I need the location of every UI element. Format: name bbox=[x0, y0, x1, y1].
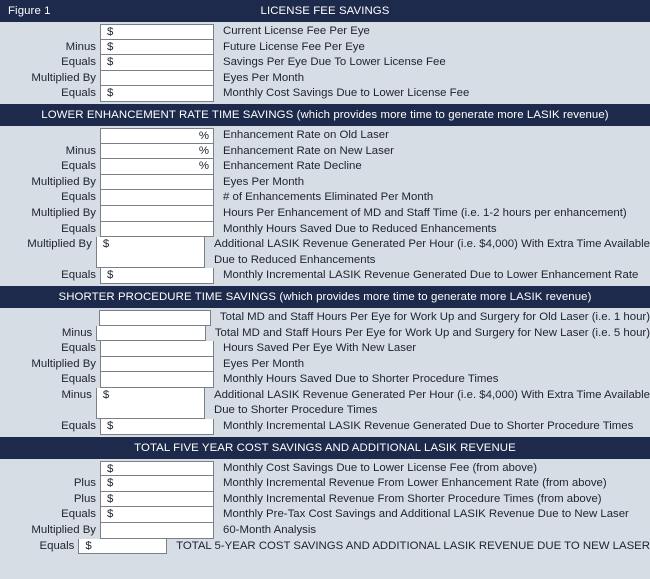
value-input[interactable] bbox=[100, 159, 214, 175]
operator-label: Equals bbox=[61, 420, 96, 433]
value-input[interactable] bbox=[100, 476, 214, 492]
value-input[interactable] bbox=[96, 326, 206, 342]
value-input[interactable] bbox=[78, 539, 167, 555]
row-description: Eyes Per Month bbox=[223, 357, 305, 370]
section-header bbox=[0, 104, 650, 126]
value-input[interactable] bbox=[100, 268, 214, 284]
operator-label: Plus bbox=[73, 477, 96, 490]
value-input[interactable] bbox=[96, 237, 205, 268]
calc-row bbox=[0, 326, 650, 342]
value-input[interactable] bbox=[100, 492, 214, 508]
calc-row bbox=[0, 507, 650, 523]
unit-symbol: $ bbox=[107, 492, 114, 505]
row-description: Hours Per Enhancement of MD and Staff Time (i.e. 1-2 hours per enhancement) bbox=[223, 206, 627, 219]
row-description: Monthly Cost Savings Due to Lower License Fee (from above) bbox=[223, 461, 538, 474]
calc-row bbox=[0, 461, 650, 477]
row-description: Monthly Incremental Revenue From Shorter Procedure Times (from above) bbox=[223, 492, 602, 505]
operator-label: Multiplied By bbox=[31, 357, 96, 370]
calc-row bbox=[0, 190, 650, 206]
calc-row bbox=[0, 357, 650, 373]
section-header bbox=[0, 286, 650, 308]
operator-label: Minus bbox=[61, 326, 93, 339]
value-input[interactable] bbox=[100, 40, 214, 56]
calc-row bbox=[0, 159, 650, 175]
row-description: # of Enhancements Eliminated Per Month bbox=[223, 191, 434, 204]
value-input[interactable] bbox=[100, 144, 214, 160]
row-description: Monthly Hours Saved Due to Reduced Enhancements bbox=[223, 222, 497, 235]
row-description: Current License Fee Per Eye bbox=[223, 25, 370, 37]
row-description: Enhancement Rate Decline bbox=[223, 160, 362, 173]
operator-label: Equals bbox=[61, 222, 96, 235]
calc-row bbox=[0, 24, 650, 40]
operator-label: Minus bbox=[65, 144, 96, 157]
value-input[interactable] bbox=[100, 128, 214, 144]
calc-row bbox=[0, 268, 650, 284]
unit-symbol: $ bbox=[102, 238, 110, 251]
calc-row bbox=[0, 86, 650, 102]
value-input[interactable] bbox=[100, 71, 214, 87]
value-input[interactable] bbox=[100, 419, 214, 435]
row-description: Hours Saved Per Eye With New Laser bbox=[223, 342, 417, 355]
section-title: LOWER ENHANCEMENT RATE TIME SAVINGS bbox=[41, 108, 294, 121]
operator-label: Equals bbox=[61, 191, 96, 204]
row-description: Future License Fee Per Eye bbox=[223, 40, 365, 53]
unit-symbol: $ bbox=[107, 462, 114, 475]
operator-label: Equals bbox=[61, 508, 96, 521]
section-header bbox=[0, 437, 650, 459]
calc-row bbox=[0, 128, 650, 144]
section-license-fee bbox=[0, 22, 650, 104]
section-five-year-total bbox=[0, 459, 650, 557]
operator-label: Minus bbox=[61, 388, 92, 401]
calc-row bbox=[0, 476, 650, 492]
unit-symbol: % bbox=[198, 144, 209, 157]
row-description: Eyes Per Month bbox=[223, 71, 305, 84]
section-title: TOTAL FIVE YEAR COST SAVINGS AND ADDITIONAL LASIK REVENUE bbox=[134, 441, 516, 454]
section-title: SHORTER PROCEDURE TIME SAVINGS bbox=[58, 290, 277, 303]
row-description: Monthly Pre-Tax Cost Savings and Additional LASIK Revenue Due to New Laser bbox=[223, 508, 629, 521]
operator-label: Multiplied By bbox=[31, 206, 96, 219]
operator-label: Multiplied By bbox=[31, 175, 96, 188]
operator-label: Multiplied By bbox=[27, 238, 92, 251]
operator-label: Multiplied By bbox=[31, 524, 96, 537]
value-input[interactable] bbox=[100, 222, 214, 238]
operator-label: Equals bbox=[61, 373, 96, 386]
section-enhancement-rate bbox=[0, 126, 650, 286]
operator-label: Minus bbox=[65, 40, 96, 53]
value-input[interactable] bbox=[100, 55, 214, 71]
section-title-note: (which provides more time to generate more LASIK revenue) bbox=[293, 108, 609, 121]
calc-row bbox=[0, 222, 650, 238]
value-input[interactable] bbox=[100, 523, 214, 539]
unit-symbol: $ bbox=[107, 26, 114, 38]
section-title: LICENSE FEE SAVINGS bbox=[260, 5, 390, 17]
calc-row bbox=[0, 55, 650, 71]
value-input[interactable] bbox=[100, 206, 214, 222]
calc-row bbox=[0, 40, 650, 56]
unit-symbol: $ bbox=[107, 87, 114, 100]
value-input[interactable] bbox=[96, 388, 205, 419]
value-input[interactable] bbox=[100, 175, 214, 191]
value-input[interactable] bbox=[100, 461, 214, 477]
calc-row bbox=[0, 206, 650, 222]
row-description bbox=[205, 237, 650, 268]
section-header bbox=[0, 0, 650, 22]
unit-symbol: $ bbox=[107, 420, 114, 433]
calc-row bbox=[0, 71, 650, 87]
value-input[interactable] bbox=[100, 372, 214, 388]
calc-row bbox=[0, 341, 650, 357]
row-description-line: Additional LASIK Revenue Generated Per Hour (i.e. $4,000) With Extra Time Available bbox=[213, 388, 650, 401]
row-description: Monthly Cost Savings Due to Lower License Fee bbox=[223, 87, 470, 100]
calc-row bbox=[0, 144, 650, 160]
unit-symbol: $ bbox=[107, 56, 114, 69]
row-description: TOTAL 5-YEAR COST SAVINGS AND ADDITIONAL LASIK REVENUE DUE TO NEW LASER bbox=[176, 539, 650, 552]
unit-symbol: $ bbox=[85, 539, 92, 552]
operator-label: Equals bbox=[61, 87, 96, 100]
row-description: Monthly Incremental LASIK Revenue Generated Due to Shorter Procedure Times bbox=[223, 420, 634, 433]
calc-row bbox=[0, 419, 650, 435]
row-description: 60-Month Analysis bbox=[223, 524, 317, 537]
row-description-line: Due to Reduced Enhancements bbox=[213, 253, 376, 266]
row-description: Eyes Per Month bbox=[223, 175, 305, 188]
row-description: Enhancement Rate on Old Laser bbox=[223, 128, 389, 141]
calc-row bbox=[0, 388, 650, 419]
row-description-line: Due to Shorter Procedure Times bbox=[213, 404, 378, 417]
value-input[interactable] bbox=[100, 190, 214, 206]
operator-label: Equals bbox=[61, 342, 96, 355]
unit-symbol: $ bbox=[102, 388, 110, 401]
unit-symbol: $ bbox=[107, 508, 114, 521]
value-input[interactable] bbox=[100, 86, 214, 102]
calc-row bbox=[0, 237, 650, 268]
calc-row bbox=[0, 310, 650, 326]
value-input[interactable] bbox=[100, 341, 214, 357]
calc-row bbox=[0, 539, 650, 555]
row-description-line: Additional LASIK Revenue Generated Per Hour (i.e. $4,000) With Extra Time Available bbox=[213, 238, 650, 251]
unit-symbol: % bbox=[198, 129, 209, 142]
section-procedure-time bbox=[0, 308, 650, 437]
operator-label: Equals bbox=[61, 56, 96, 69]
row-description: Total MD and Staff Hours Per Eye for Work Up and Surgery for Old Laser (i.e. 1 hour) bbox=[219, 310, 650, 323]
figure-label: Figure 1 bbox=[8, 5, 51, 17]
unit-symbol: $ bbox=[107, 269, 114, 282]
operator-label: Plus bbox=[73, 492, 96, 505]
row-description: Enhancement Rate on New Laser bbox=[223, 144, 394, 157]
calc-row bbox=[0, 523, 650, 539]
value-input[interactable] bbox=[100, 507, 214, 523]
calc-row bbox=[0, 372, 650, 388]
operator-label: Equals bbox=[61, 160, 96, 173]
row-description: Monthly Incremental Revenue From Lower Enhancement Rate (from above) bbox=[223, 477, 607, 490]
calc-row bbox=[0, 175, 650, 191]
unit-symbol: % bbox=[198, 160, 209, 173]
unit-symbol: $ bbox=[107, 477, 114, 490]
section-title-note: (which provides more time to generate more LASIK revenue) bbox=[276, 290, 592, 303]
operator-label: Equals bbox=[39, 539, 75, 552]
row-description: Monthly Hours Saved Due to Shorter Procedure Times bbox=[223, 373, 499, 386]
row-description: Total MD and Staff Hours Per Eye for Work Up and Surgery for New Laser (i.e. 5 hour) bbox=[214, 326, 650, 339]
row-description bbox=[205, 388, 650, 419]
operator-label: Equals bbox=[61, 269, 96, 282]
value-input[interactable] bbox=[99, 310, 211, 326]
unit-symbol: $ bbox=[107, 40, 114, 53]
value-input[interactable] bbox=[100, 24, 214, 40]
row-description: Monthly Incremental LASIK Revenue Generated Due to Lower Enhancement Rate bbox=[223, 269, 639, 282]
calc-row bbox=[0, 492, 650, 508]
value-input[interactable] bbox=[100, 357, 214, 373]
row-description: Savings Per Eye Due To Lower License Fee bbox=[223, 56, 446, 69]
operator-label: Multiplied By bbox=[31, 71, 96, 84]
